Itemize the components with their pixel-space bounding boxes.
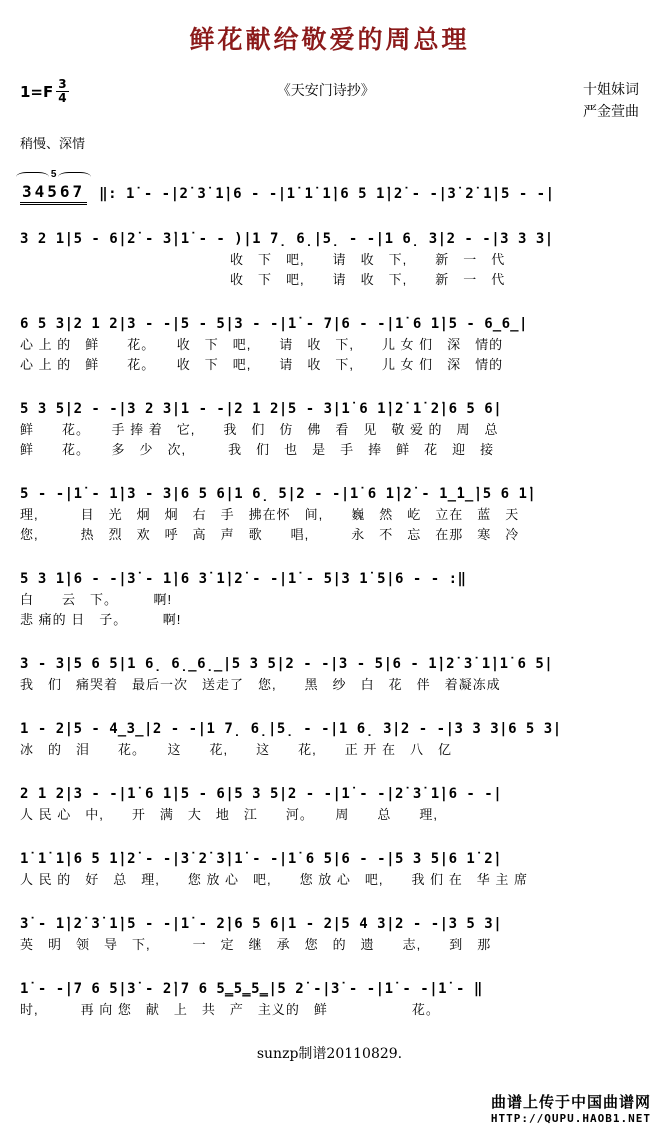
score-credits [583, 78, 639, 123]
lyrics-line-verse1: 白 云 下。 啊! [20, 591, 173, 607]
time-signature [56, 78, 68, 105]
system-1 [20, 168, 645, 205]
lyrics-line-verse1: 收 下 吧, 请 收 下, 新 一 代 [20, 251, 506, 267]
notes-line: 5 3 5|2 - -|3 2 3|1 - -|2 1 2|5 - 3|1̇ 6 1̇|2̇ 1̇ 2̇|6 5 6| [20, 400, 503, 417]
lyrics-line: 我 们 痛哭着 最后一次 送走了 您, 黑 纱 白 花 伴 着凝冻成 [20, 676, 501, 692]
lyrics-line-verse1: 心 上 的 鲜 花。 收 下 吧, 请 收 下, 儿 女 们 深 情的 [20, 336, 504, 352]
lyrics-line-verse2: 收 下 吧, 请 收 下, 新 一 代 [20, 271, 506, 287]
system-12 [20, 978, 645, 1020]
notes-line: 5 3 1̇|6 - -|3̇ - 1̇|6 3̇ 1̇|2̇ - -|1̇ - 5|3 1̇ 5|6 - - :‖ [20, 570, 467, 587]
system-7 [20, 653, 645, 695]
lyrics-line: 人 民 的 好 总 理, 您 放 心 吧, 您 放 心 吧, 我 们 在 华 主 席 [20, 871, 528, 887]
watermark-site-name: 曲谱上传于中国曲谱网 [490, 1093, 651, 1111]
meter-denominator: 4 [58, 91, 67, 106]
meter-numerator: 3 [58, 77, 67, 91]
lyrics-line: 时, 再 向 您 献 上 共 产 主义的 鲜 花。 [20, 1001, 440, 1017]
notes-line: 2 1 2|3 - -|1̇ 6 1̇|5 - 6|5 3 5|2 - -|1̇ - -|2̇ 3̇ 1̇|6 - -| [20, 785, 503, 802]
lyrics-line-verse2: 鲜 花。 多 少 次, 我 们 也 是 手 捧 鲜 花 迎 接 [20, 441, 495, 457]
notes-line: 3 2 1|5 - 6|2̇ - 3̇|1̇ - - )|1 7̣ 6̣|5̣ - -|1 6̣ 3|2 - -|3 3 3| [20, 230, 554, 247]
system-6 [20, 568, 645, 630]
system-3 [20, 313, 645, 375]
notes-line: 1̇ - -|7 6 5|3̇ - 2̇|7 6 5̳5̳5̳|5 2̇ -|3̇ - -|1̇ - -|1̇ - ‖ [20, 980, 483, 997]
system-11 [20, 913, 645, 955]
lyrics-line-verse2: 您, 热 烈 欢 呼 高 声 歌 唱, 永 不 忘 在那 寒 冷 [20, 526, 520, 542]
notes-line: 3̇ - 1̇|2̇ 3̇ 1̇|5 - -|1̇ - 2̇|6 5 6|1 - 2|5 4 3|2 - -|3 5 3| [20, 915, 503, 932]
tempo-marking: 稍慢、深情 [20, 135, 86, 151]
score-meta-row [20, 78, 639, 123]
system-5 [20, 483, 645, 545]
system-10 [20, 848, 645, 890]
lyrics-line-verse1: 理, 目 光 炯 炯 右 手 拂在怀 间, 巍 然 屹 立在 蓝 天 [20, 506, 520, 522]
site-watermark [491, 1091, 651, 1125]
pickup-notes: 34567 [20, 182, 87, 205]
system-8 [20, 718, 645, 760]
notes-line: 1̇ 1̇ 1̇|6 5 1̇|2̇ - -|3̇ 2̇ 3̇|1̇ - -|1̇ 6 5|6 - -|5 3 5|6 1̇ 2̇| [20, 850, 503, 867]
score-subtitle: 《天安门诗抄》 [276, 82, 375, 98]
notes-line: 1 - 2|5 - 4̲3̲|2 - -|1 7̣ 6̣|5̣ - -|1 6̣ 3|2 - -|3 3 3|6 5 3| [20, 720, 562, 737]
lyricist-credit: 十姐妹词 [583, 81, 639, 97]
lyrics-line: 人 民 心 中, 开 满 大 地 江 河。 周 总 理, [20, 806, 438, 822]
lyrics-line-verse1: 鲜 花。 手 捧 着 它, 我 们 仿 佛 看 见 敬 爱 的 周 总 [20, 421, 499, 437]
system-9 [20, 783, 645, 825]
key-signature [20, 78, 69, 105]
pickup-notes-wrap [20, 168, 87, 205]
key-tonic: 1=F [20, 82, 54, 101]
lyrics-line-verse2: 心 上 的 鲜 花。 收 下 吧, 请 收 下, 儿 女 们 深 情的 [20, 356, 504, 372]
system-4 [20, 398, 645, 460]
notes-line: ‖: 1̇ - -|2̇ 3̇ 1̇|6 - -|1̇ 1̇ 1̇|6 5 1̇|2̇ - -|3̇ 2̇ 1̇|5 - -| [99, 185, 555, 202]
tuplet-number: 5 [14, 169, 93, 180]
notes-line: 3 - 3|5 6 5|1 6̣ 6̣̲6̣̲|5 3 5|2 - -|3 - 5|6 - 1̇|2̇ 3̇ 1̇|1̇ 6 5| [20, 655, 554, 672]
transcriber-credit: sunzp制谱20110829. [256, 1045, 403, 1062]
notes-line: 5 - -|1̇ - 1̇|3 - 3|6 5 6|1 6̣ 5|2 - -|1̇ 6 1̇|2̇ - 1̲̇1̲̇|5 6 1̇| [20, 485, 537, 502]
score-title: 鲜花献给敬爱的周总理 [189, 25, 470, 54]
system-2 [20, 228, 645, 290]
notes-line: 6 5 3|2 1 2|3 - -|5 - 5|3 - -|1̇ - 7|6 - -|1̇ 6 1̇|5 - 6̲6̲| [20, 315, 528, 332]
lyrics-line: 冰 的 泪 花。 这 花, 这 花, 正 开 在 八 亿 [20, 741, 452, 757]
watermark-site-url: HTTP://QUPU.HAOB1.NET [490, 1112, 651, 1125]
lyrics-line-verse2: 悲 痛的 日 子。 啊! [20, 611, 182, 627]
lyrics-line: 英 明 领 导 下, 一 定 继 承 您 的 遗 志, 到 那 [20, 936, 492, 952]
composer-credit: 严金萱曲 [583, 103, 639, 120]
